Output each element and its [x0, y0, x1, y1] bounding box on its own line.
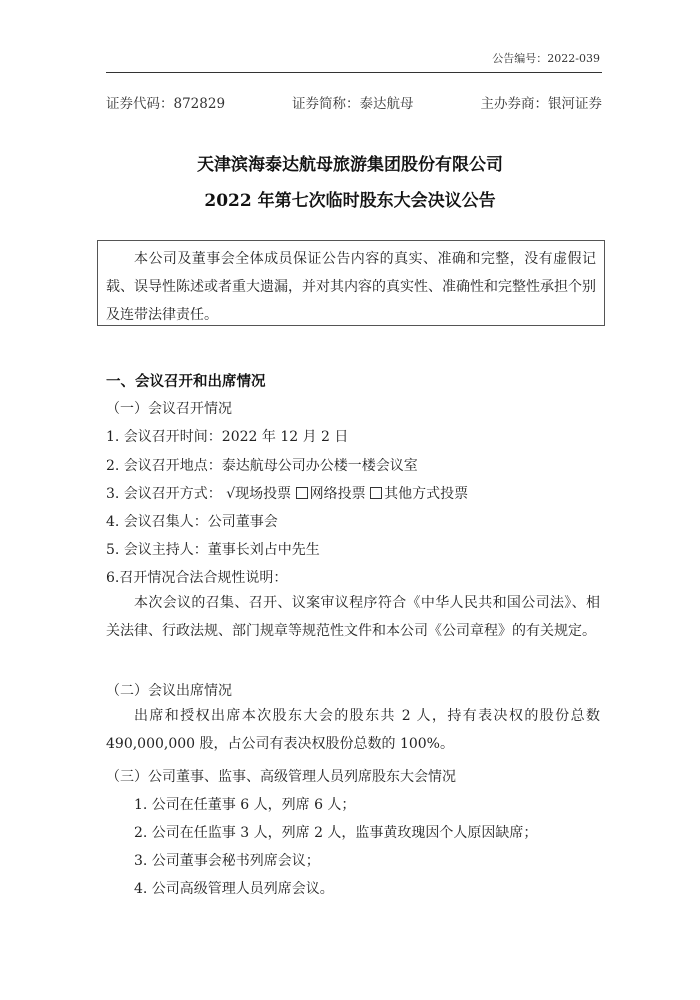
company-title: 天津滨海泰达航母旅游集团股份有限公司 [197, 155, 503, 175]
security-code: 证券代码：872829 [106, 96, 226, 112]
disclaimer-box: 本公司及董事会全体成员保证公告内容的真实、准确和完整，没有虚假记载、误导性陈述或者重大遗漏，并对其内容的真实性、准确性和完整性承担个别及连带法律责任。 [97, 240, 605, 326]
header-divider [106, 72, 602, 73]
attendance-text: 出席和授权出席本次股东大会的股东共 2 人，持有表决权的股份总数 490,000,000 股，占公司有表决权股份总数的 100%。 [106, 708, 600, 752]
document-title: 2022 年第七次临时股东大会决议公告 [204, 191, 496, 211]
meeting-time: 1. 会议召开时间：2022 年 12 月 2 日 [106, 429, 349, 445]
sponsor-broker: 主办券商：银河证券 [480, 96, 602, 112]
option-online-vote: 网络投票 [309, 486, 366, 502]
subsection-heading-convening: （一）会议召开情况 [106, 401, 232, 417]
option-onsite-vote: √现场投票 [226, 486, 292, 502]
list-item: 3. 公司董事会秘书列席会议； [134, 853, 320, 869]
option-other-vote: 其他方式投票 [384, 486, 469, 502]
list-item: 2. 公司在任监事 3 人，列席 2 人，监事黄玫瑰因个人原因缺席； [134, 825, 538, 841]
subsection-heading-officers: （三）公司董事、监事、高级管理人员列席股东大会情况 [106, 769, 456, 785]
subsection-heading-attendance: （二）会议出席情况 [106, 683, 232, 699]
legality-text: 本次会议的召集、召开、议案审议程序符合《中华人民共和国公司法》、相关法律、行政法规、部门规章等规范性文件和本公司《公司章程》的有关规定。 [106, 595, 600, 639]
checkbox-empty-icon [296, 487, 308, 499]
meeting-method-label: 3. 会议召开方式： [106, 486, 222, 502]
list-item: 1. 公司在任董事 6 人，列席 6 人； [134, 797, 356, 813]
section-heading: 一、会议召开和出席情况 [106, 373, 266, 390]
security-abbreviation: 证券简称：泰达航母 [292, 96, 414, 112]
meeting-convener: 4. 会议召集人：公司董事会 [106, 514, 278, 530]
meeting-host: 5. 会议主持人：董事长刘占中先生 [106, 542, 320, 558]
list-item: 4. 公司高级管理人员列席会议。 [134, 881, 334, 897]
meeting-method [106, 483, 468, 503]
security-info-row [106, 92, 602, 112]
meeting-place: 2. 会议召开地点：泰达航母公司办公楼一楼会议室 [106, 458, 418, 474]
legality-label: 6.召开情况合法合规性说明： [106, 570, 288, 586]
announcement-number: 公告编号：2022-039 [492, 52, 600, 65]
checkbox-empty-icon [370, 487, 382, 499]
